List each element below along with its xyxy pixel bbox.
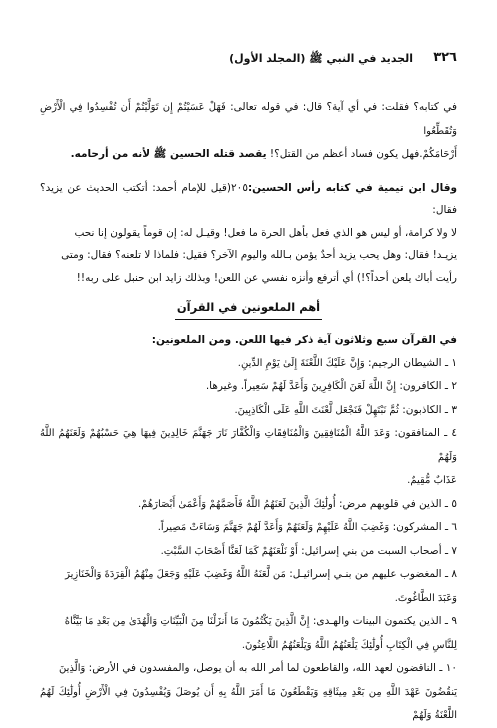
list-item [40,422,457,493]
quran-quote: أُولَٰئِكَ الَّذِينَ لَعَنَهُمُ اللَّهُ فَأَصَمَّهُمْ وَأَعْمَىٰ أَبْصَارَهُمْ. [138,498,336,510]
quran-quote: أَوْ نَلْعَنَهُمْ كَمَا لَعَنَّا أَصْحَابَ السَّبْتِ. [160,545,298,557]
paragraph [40,96,457,167]
item-text: ٤ ـ المنافقون: [390,427,457,439]
list-item [40,493,457,517]
body-text: يزيـد! فقال: وهل يحب يزيد أحدٌ يؤمن بـالله واليوم الآخر؟ فقيل: فلماذا لا تلعنه؟ فقال: ومتى [61,249,457,261]
page-body [40,96,457,728]
emphasis-text: وقال ابن تيمية في كتابه رأس الحسين: [247,181,457,194]
body-text: رأيت أباك يلعن أحداً؟!) أي أترفع وأنزه نفسي عن اللعن! وبذلك زايد ابن حنبل على ربه!! [76,271,457,284]
item-text: ٥ ـ الذين في قلوبهم مرض: [335,497,457,510]
quran-quote: مَن لَّعَنَهُ اللَّهُ وَغَضِبَ عَلَيْهِ وَجَعَلَ مِنْهُمُ الْقِرَدَةَ وَالْخَنَازِيرَ [65,569,286,580]
item-text: ٢ ـ الكافرون: [396,380,457,392]
item-text: ٦ ـ المشركون: [389,521,457,533]
item-text: ٩ ـ الذين يكتمون البينات والهـدى: [309,615,457,627]
running-title: الجديد في النبي ﷺ (المجلد الأول) [229,52,413,65]
quran-quote: يَنقُضُونَ عَهْدَ اللَّهِ مِن بَعْدِ مِيثَاقِهِ وَيَقْطَعُونَ مَا أَمَرَ اللَّهُ بِهِ أَن يُوصَلَ وَيُفْسِدُونَ فِي الْأَرْضِ أُولَٰئِكَ لَهُمُ اللَّعْنَةُ وَلَهُمْ [40,686,457,721]
item-text: ٧ ـ أصحاب السبت من بني إسرائيل: [297,544,457,557]
quran-quote: وَإِنَّ عَلَيْكَ اللَّعْنَةَ إِلَىٰ يَوْمِ الدِّينِ. [237,357,365,369]
paragraph [40,177,457,290]
list-item [40,610,457,657]
quran-quote: ثُمَّ نَبْتَهِلْ فَنَجْعَل لَّعْنَتَ اللَّهِ عَلَى الْكَاذِبِينَ. [234,404,399,416]
quran-quote: وَغَضِبَ اللَّهُ عَلَيْهِمْ وَلَعَنَهُمْ وَأَعَدَّ لَهُمْ جَهَنَّمَ وَسَاءَتْ مَصِيراً. [157,522,390,533]
item-text: ٣ ـ الكاذبون: [398,403,457,416]
body-text: لا ولا كرامة، أو ليس هو الذي فعل بأهل الحرة ما فعل! وقيـل له: إن قوماً يقولون إنا نحب [74,226,457,239]
item-text: ١ ـ الشيطان الرجيم: [364,356,457,369]
intro-line: في القرآن سبع وثلاثون آية ذكر فيها اللعن. ومن الملعونين: [151,334,457,346]
page-number: ٣٢٦ [433,50,457,65]
emphasis-text: يقصد قتله الحسين ﷺ لأنه من أرحامه. [70,148,267,160]
item-text: ١٠ ـ الناقضون لعهد الله، والقاطعون لما أمر الله به أن يوصل، والمفسدون في الأرض: [85,662,457,674]
quran-quote: وَعَبَدَ الطَّاغُوتَ. [394,592,457,604]
list-item [40,352,457,376]
list-item [40,375,457,399]
quran-quote: إِنَّ الَّذِينَ يَكْتُمُونَ مَا أَنزَلْنَا مِنَ الْبَيِّنَاتِ وَالْهُدَىٰ مِن بَعْدِ مَا بَيَّنَّاهُ [64,616,310,627]
quran-quote: لِلنَّاسِ فِي الْكِتَابِ أُولَٰئِكَ يَلْعَنُهُمُ اللَّهُ وَيَلْعَنُهُمُ اللَّاعِنُونَ. [241,639,457,651]
list-item [40,540,457,564]
list-item [40,399,457,423]
list-item [40,563,457,610]
item-text: . وغيرها. [205,380,245,392]
item-text: ٨ ـ المغضوب عليهم من بنـي إسرائيـل: [285,568,457,580]
quran-quote: إِنَّ اللَّهَ لَعَنَ الْكَافِرِينَ وَأَعَدَّ لَهُمْ سَعِيراً [244,381,397,392]
quran-quote: أَرْحَامَكُمْ [422,149,457,160]
page-header [40,50,457,72]
section-heading-wrap [40,297,457,325]
quran-quote: وَعَدَ اللَّهُ الْمُنَافِقِينَ وَالْمُنَافِقَاتِ وَالْكُفَّارَ نَارَ جَهَنَّمَ خَالِدِينَ فِيهَا هِيَ حَسْبُهُمْ وَلَعَنَهُمُ اللَّهُ وَلَهُمْ [40,428,457,463]
section-heading: أهم الملعونين في القرآن [175,297,322,320]
list-item [40,657,457,728]
quran-quote: فَهَلْ عَسَيْتُمْ إِن تَوَلَّيْتُمْ أَن تُفْسِدُوا فِي الْأَرْضِ وَتُقَطِّعُوا [40,102,457,137]
quran-quote: وَالَّذِينَ [59,663,86,674]
body-text: ٢٠٥(قيل للإمام أحمد: أتكتب الحديث عن يزيد؟ فقال: [40,181,457,216]
body-text: في كتابه؟ فقلت: في أي آية؟ قال: في قوله تعالى: [225,101,457,113]
list-item [40,516,457,540]
body-text: .فهل يكون فساد أعظم من القتل؟! [266,148,423,160]
quran-quote: عَذَابٌ مُّقِيمٌ. [407,475,457,486]
